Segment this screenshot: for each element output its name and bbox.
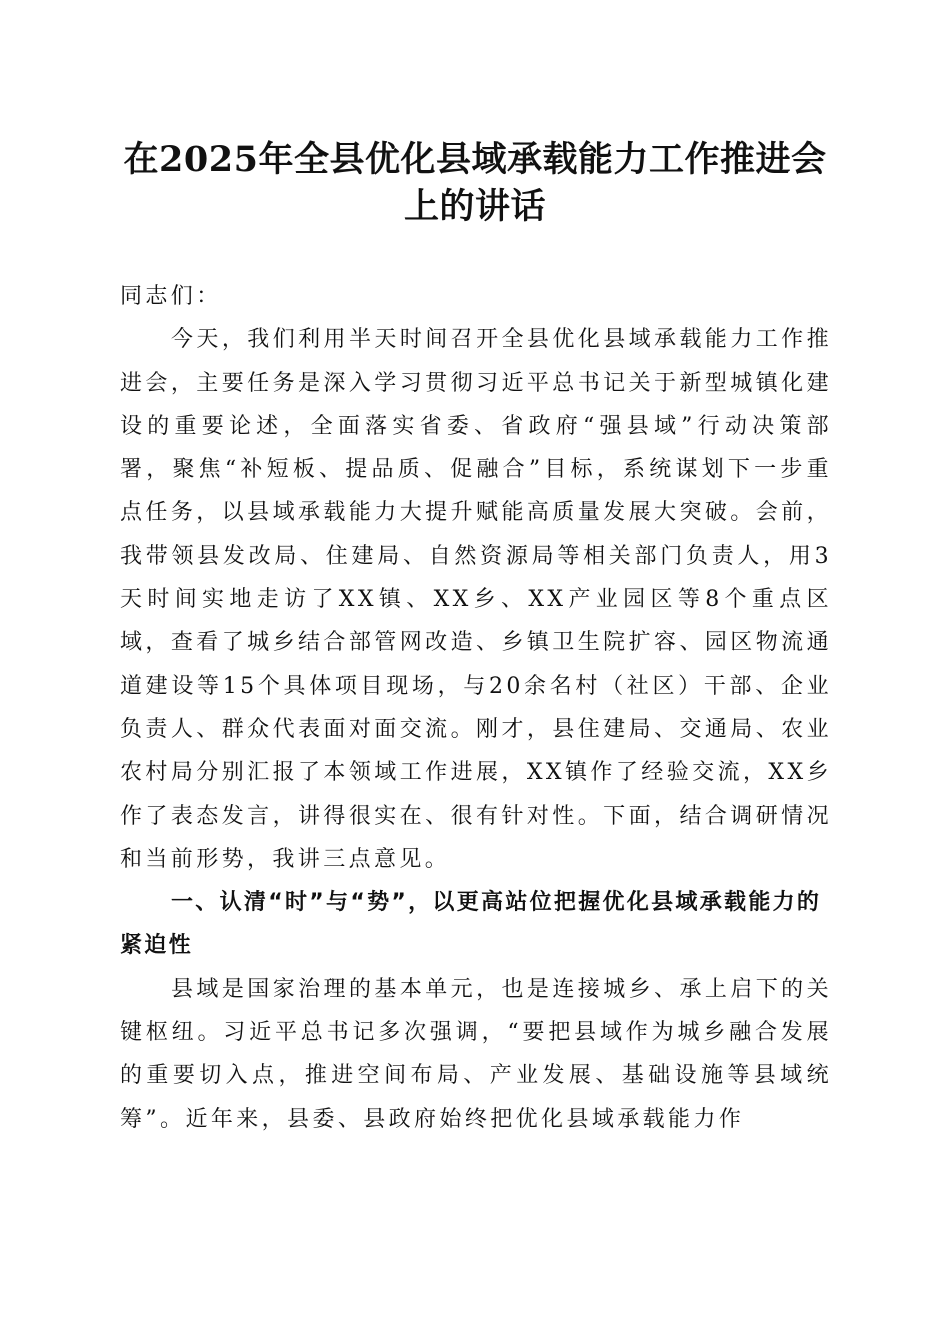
title-line-2: 上的讲话 [403, 186, 546, 227]
paragraph-section-1: 县域是国家治理的基本单元，也是连接城乡、承上启下的关键枢纽。习近平总书记多次强调，“要把县域作为城乡融合发展的重要切入点，推进空间布局、产业发展、基础设施等县域统筹”。近年来，县委、县政府始终把优化县域承载能力作 [120, 976, 832, 1132]
salutation: 同志们： [120, 284, 222, 309]
section-heading-1: 一、认清“时”与“势”，以更高站位把握优化县域承载能力的紧迫性 [120, 890, 822, 959]
document-title [100, 136, 850, 230]
document-body [120, 275, 832, 1141]
paragraph-opening: 今天，我们利用半天时间召开全县优化县域承载能力工作推进会，主要任务是深入学习贯彻习近平总书记关于新型城镇化建设的重要论述，全面落实省委、省政府“强县域”行动决策部署，聚焦“补短板、提品质、促融合”目标，系统谋划下一步重点任务，以县域承载能力大提升赋能高质量发展大突破。会前，我带领县发改局、住建局、自然资源局等相关部门负责人，用3天时间实地走访了XX镇、XX乡、XX产业园区等8个重点区域，查看了城乡结合部管网改造、乡镇卫生院扩容、园区物流通道建设等15个具体项目现场，与20余名村（社区）干部、企业负责人、群众代表面对面交流。刚才，县住建局、交通局、农业农村局分别汇报了本领域工作进展，XX镇作了经验交流，XX乡作了表态发言，讲得很实在、很有针对性。下面，结合调研情况和当前形势，我讲三点意见。 [120, 327, 832, 872]
title-line-1: 在2025年全县优化县域承载能力工作推进会 [123, 139, 827, 180]
